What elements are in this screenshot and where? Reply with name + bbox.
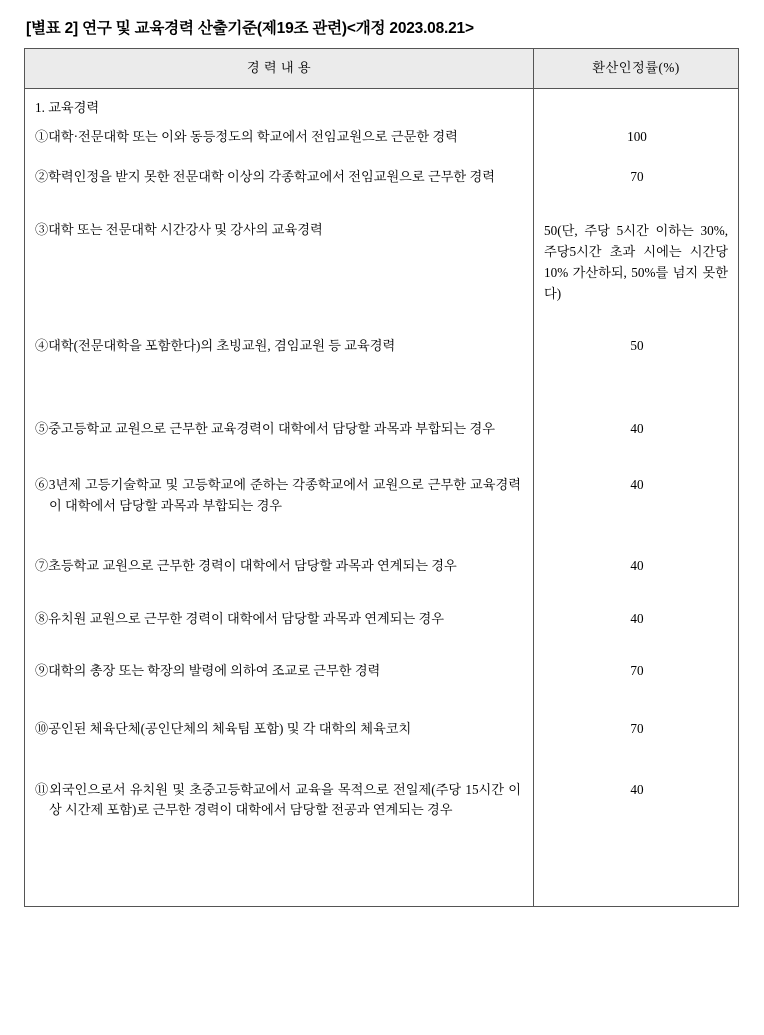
criteria-item: ⑥3년제 고등기술학교 및 고등학교에 준하는 각종학교에서 교원으로 근무한 교육경력이 대학에서 담당할 과목과 부합되는 경우 — [35, 477, 521, 513]
page-title: [별표 2] 연구 및 교육경력 산출기준(제19조 관련)<개정 2023.08.21> — [26, 20, 474, 37]
table-row — [25, 310, 739, 362]
criteria-item: ⑤중고등학교 교원으로 근무한 교육경력이 대학에서 담당할 과목과 부합되는 경우 — [35, 420, 495, 436]
criteria-item: ④대학(전문대학을 포함한다)의 초빙교원, 겸임교원 등 교육경력 — [35, 338, 396, 354]
criteria-rate-cell: 40 — [534, 746, 739, 907]
criteria-item: ⑧유치원 교원으로 근무한 경력이 대학에서 담당할 과목과 연계되는 경우 — [35, 610, 444, 626]
criteria-content-cell — [25, 583, 534, 635]
section-label: 1. 교육경력 — [35, 100, 100, 116]
criteria-content-cell — [25, 522, 534, 582]
table-header — [25, 49, 739, 89]
criteria-content-cell — [25, 635, 534, 687]
criteria-rate-cell: 50 — [534, 310, 739, 362]
table-row — [25, 121, 739, 153]
criteria-content-cell — [25, 121, 534, 153]
section-label-cell — [25, 89, 534, 121]
criteria-rate-cell: 40 — [534, 522, 739, 582]
criteria-content-cell — [25, 194, 534, 311]
table-row — [25, 687, 739, 745]
table-row — [25, 746, 739, 907]
table-row — [25, 194, 739, 311]
criteria-rate-cell: 70 — [534, 635, 739, 687]
table-row — [25, 522, 739, 582]
criteria-rate-cell: 70 — [534, 153, 739, 193]
criteria-content-cell — [25, 687, 534, 745]
criteria-rate-cell: 100 — [534, 121, 739, 153]
criteria-content-cell — [25, 445, 534, 522]
criteria-item: ②학력인정을 받지 못한 전문대학 이상의 각종학교에서 전임교원으로 근무한 경력 — [35, 169, 495, 185]
table-header-row — [25, 49, 739, 89]
criteria-item: ①대학·전문대학 또는 이와 동등정도의 학교에서 전임교원으로 근문한 경력 — [35, 128, 458, 144]
criteria-content-cell — [25, 363, 534, 445]
criteria-item: ⑨대학의 총장 또는 학장의 발령에 의하여 조교로 근무한 경력 — [35, 663, 381, 679]
table-row — [25, 89, 739, 121]
table-body — [25, 89, 739, 906]
criteria-item: ⑩공인된 체육단체(공인단체의 체육팀 포함) 및 각 대학의 체육코치 — [35, 721, 412, 737]
criteria-content-cell — [25, 746, 534, 907]
criteria-rate-cell: 40 — [534, 363, 739, 445]
table-row — [25, 153, 739, 193]
criteria-content-cell — [25, 153, 534, 193]
section-rate-cell — [534, 89, 739, 121]
table-row — [25, 445, 739, 522]
criteria-item: ⑦초등학교 교원으로 근무한 경력이 대학에서 담당할 과목과 연계되는 경우 — [35, 558, 457, 574]
column-header-content: 경 력 내 용 — [25, 49, 534, 89]
criteria-item: ⑪외국인으로서 유치원 및 초중고등학교에서 교육을 목적으로 전일제(주당 15시간 이상 시간제 포함)로 근무한 경력이 대학에서 담당할 전공과 연계되는 경우 — [35, 781, 521, 818]
table-row — [25, 363, 739, 445]
table-row — [25, 635, 739, 687]
table-row — [25, 583, 739, 635]
criteria-rate-cell: 40 — [534, 445, 739, 522]
criteria-rate-cell: 50(단, 주당 5시간 이하는 30%, 주당5시간 초과 시에는 시간당 10% 가산하되, 50%를 넘지 못한다) — [534, 194, 739, 311]
criteria-rate-cell: 70 — [534, 687, 739, 745]
career-criteria-table — [24, 48, 739, 907]
column-header-rate: 환산인정률(%) — [534, 49, 739, 89]
criteria-item: ③대학 또는 전문대학 시간강사 및 강사의 교육경력 — [35, 221, 323, 237]
criteria-rate-cell: 40 — [534, 583, 739, 635]
criteria-content-cell — [25, 310, 534, 362]
